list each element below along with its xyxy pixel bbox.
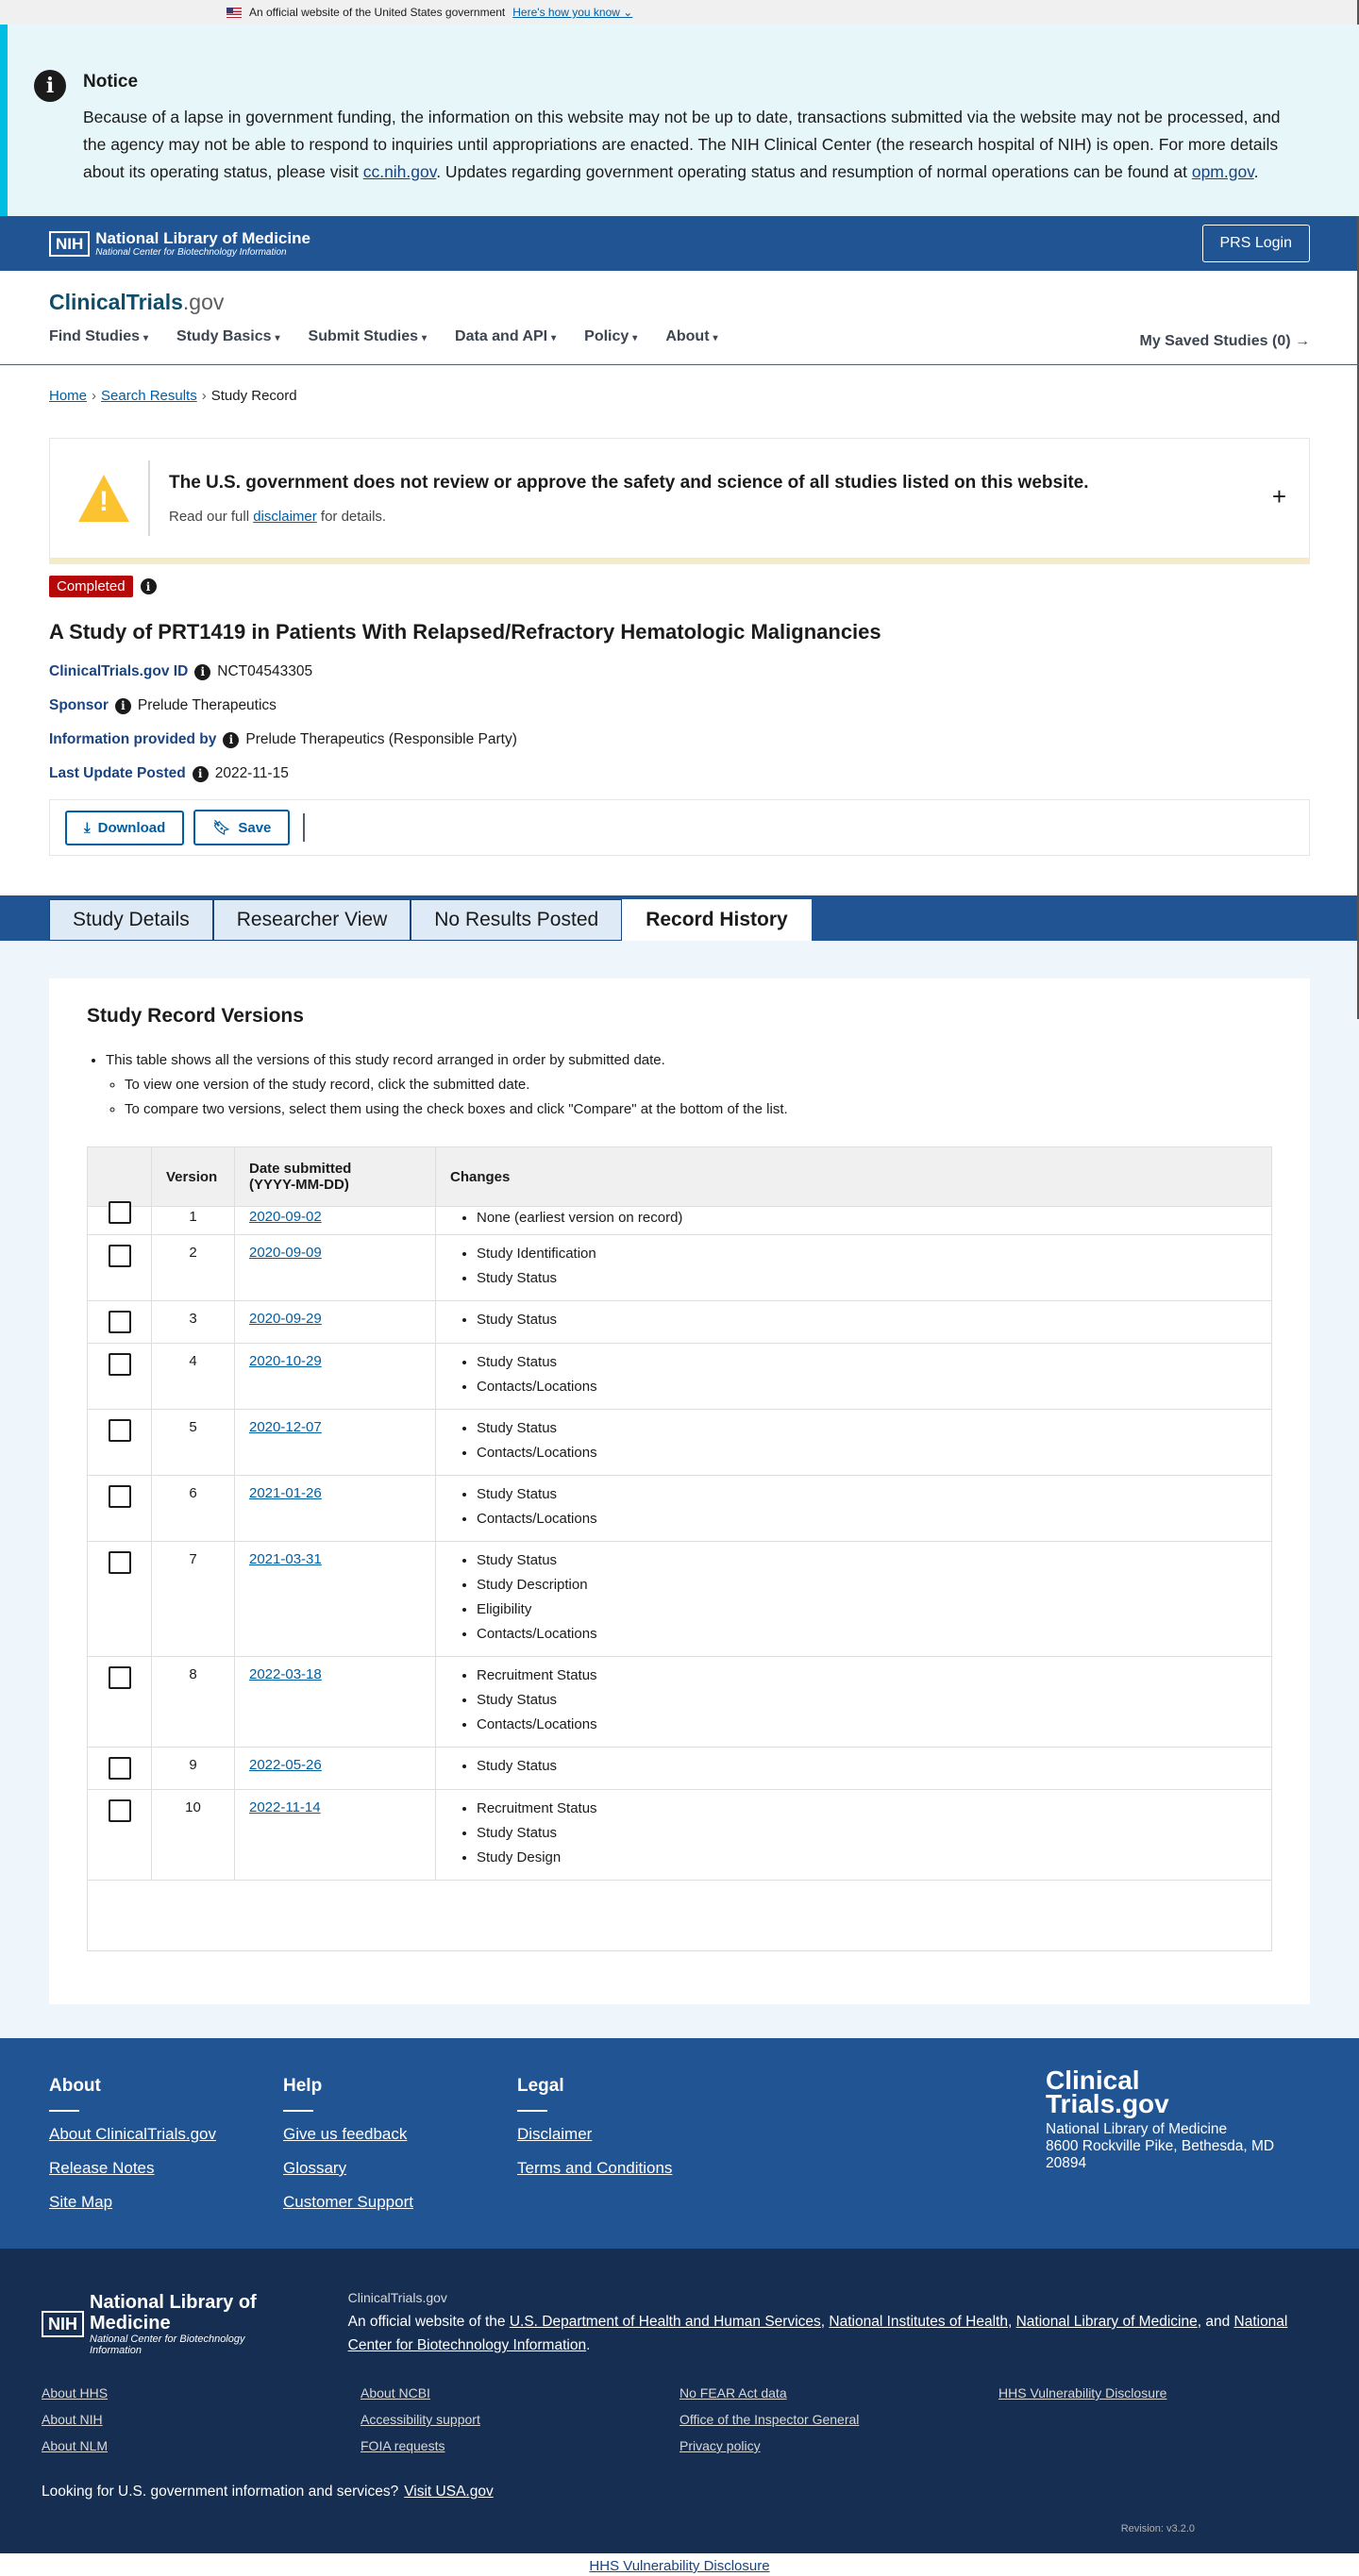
- version-number: 1: [152, 1207, 235, 1234]
- versions-heading: Study Record Versions: [87, 1005, 304, 1027]
- footer-link[interactable]: Office of the Inspector General: [680, 2412, 860, 2427]
- table-row: [88, 1234, 1271, 1300]
- record-history-section: [0, 941, 1359, 2038]
- info-icon[interactable]: i: [193, 766, 209, 782]
- tab-record-history[interactable]: Record History: [622, 899, 812, 941]
- last-update-value: 2022-11-15: [214, 765, 289, 781]
- gov-banner-text: An official website of the United States government: [249, 6, 506, 19]
- ncbi-name: National Center for Biotechnology Information: [95, 246, 287, 258]
- change-item: • Contacts/Locations: [477, 1375, 1257, 1399]
- nlm-link[interactable]: National Library of Medicine: [1015, 2314, 1198, 2330]
- official-site-info: ClinicalTrials.gov An official website of the U.S. Department of Health and Human Services, National Institutes of Health, National Library of Medicine, and National Center for Biotechnology Information.: [347, 2290, 1288, 2353]
- notice-body: Because of a lapse in government funding, the information on this website may not be up to date, transactions submitted via the website may not be processed, and the agency may not be able to respond to inquiries until appropriations are enacted. The NIH Clinical Center (the research hospital of NIH) is open. For more details about its operating status, please visit cc.nih.gov. Updates regarding government operating status and resumption of normal operations can be found at opm.gov.: [83, 108, 1281, 181]
- clinicaltrials-logo[interactable]: ClinicalTrials.gov: [49, 290, 225, 314]
- version-number: 9: [152, 1748, 235, 1789]
- version-date-link[interactable]: 2022-03-18: [249, 1666, 322, 1682]
- footer-link[interactable]: About NIH: [42, 2412, 103, 2427]
- footer-link[interactable]: About NLM: [42, 2438, 109, 2453]
- footer-link[interactable]: Site Map: [49, 2193, 113, 2211]
- warning-icon: !: [78, 475, 129, 522]
- nav-study-basics[interactable]: Study Basics ▾: [176, 328, 280, 344]
- footer-link[interactable]: About NCBI: [361, 2385, 430, 2400]
- info-icon[interactable]: i: [194, 664, 210, 680]
- nlm-footer: [0, 2249, 1359, 2553]
- change-item: • Study Status: [477, 1482, 1257, 1507]
- table-row: [88, 1475, 1271, 1541]
- nih-link[interactable]: National Institutes of Health: [829, 2314, 1008, 2330]
- action-bar: [49, 799, 1310, 856]
- nlm-footer-logo[interactable]: NIH National Library of Medicine National Center for Biotechnology Information: [42, 2292, 288, 2356]
- us-flag-icon: [226, 8, 242, 18]
- how-you-know-link[interactable]: Here's how you know ⌄: [512, 6, 633, 19]
- main-nav: [49, 328, 1310, 345]
- download-icon: ⤓: [84, 819, 91, 836]
- change-item: • Contacts/Locations: [477, 1507, 1257, 1531]
- nih-logo-icon: NIH: [49, 231, 90, 257]
- change-item: • Study Status: [477, 1350, 1257, 1375]
- version-date-link[interactable]: 2021-03-31: [249, 1551, 322, 1567]
- compare-checkbox[interactable]: [109, 1485, 131, 1508]
- change-item: • Recruitment Status: [477, 1664, 1257, 1688]
- compare-checkbox[interactable]: [109, 1666, 131, 1689]
- disclaimer-alert: [49, 438, 1310, 564]
- info-icon[interactable]: i: [223, 732, 239, 748]
- change-item: • Contacts/Locations: [477, 1441, 1257, 1465]
- arrow-right-icon: →: [1295, 333, 1310, 349]
- sponsor-label: Sponsor: [49, 697, 109, 713]
- footer-link[interactable]: FOIA requests: [361, 2438, 445, 2453]
- usa-gov-link[interactable]: Visit USA.gov: [404, 2484, 494, 2500]
- disclaimer-text: Read our full disclaimer for details.: [169, 508, 387, 525]
- version-date-link[interactable]: 2020-09-29: [249, 1311, 322, 1327]
- nlm-name: National Library of Medicine: [95, 228, 310, 247]
- chevron-down-icon: ▾: [275, 333, 280, 343]
- chevron-down-icon: ▾: [422, 333, 428, 343]
- instructions: • This table shows all the versions of this study record arranged in order by submitted date. ◦ To view one version of the study record, click the submitted date. ◦ To compare two versions, select them using the check boxes and click "Compare" at the bottom of the list.: [87, 1048, 1272, 1122]
- change-item: • Study Identification: [477, 1242, 1257, 1266]
- change-item: • Study Status: [477, 1688, 1257, 1713]
- version-date-link[interactable]: 2022-11-14: [249, 1799, 321, 1815]
- version-number: 2: [152, 1235, 235, 1300]
- version-date-link[interactable]: 2020-09-09: [249, 1245, 322, 1261]
- funding-notice: [0, 25, 1359, 216]
- version-date-link[interactable]: 2021-01-26: [249, 1485, 322, 1501]
- footer-link[interactable]: Customer Support: [283, 2193, 413, 2211]
- version-number: 8: [152, 1657, 235, 1747]
- footer-address: National Library of Medicine 8600 Rockville Pike, Bethesda, MD 20894: [1046, 2121, 1275, 2171]
- version-number: 10: [152, 1790, 235, 1880]
- nav-policy[interactable]: Policy ▾: [584, 328, 638, 344]
- ncbi-link[interactable]: National Center for Biotechnology Information: [347, 2314, 1288, 2353]
- table-row: [88, 1343, 1271, 1409]
- change-item: • Study Status: [477, 1548, 1257, 1573]
- saved-studies-link[interactable]: My Saved Studies (0) →: [1139, 333, 1310, 349]
- study-title: A Study of PRT1419 in Patients With Relapsed/Refractory Hematologic Malignancies: [49, 620, 881, 644]
- footer-link[interactable]: Glossary: [283, 2159, 347, 2177]
- chevron-down-icon: ⌄: [623, 6, 633, 19]
- version-date-link[interactable]: 2022-05-26: [249, 1757, 322, 1773]
- change-item: • Contacts/Locations: [477, 1713, 1257, 1737]
- version-number: 3: [152, 1301, 235, 1343]
- footer-link[interactable]: Terms and Conditions: [517, 2159, 673, 2177]
- table-spacer: [88, 1880, 1271, 1950]
- opm-link[interactable]: opm.gov: [1191, 162, 1254, 181]
- nlm-bar: [0, 216, 1359, 271]
- change-item: • Study Status: [477, 1821, 1257, 1846]
- footer-link[interactable]: Accessibility support: [361, 2412, 480, 2427]
- chevron-down-icon: ▾: [713, 333, 718, 343]
- change-item: • Eligibility: [477, 1597, 1257, 1622]
- prs-login-button[interactable]: PRS Login: [1202, 225, 1311, 262]
- change-item: • Study Description: [477, 1573, 1257, 1597]
- nav-about[interactable]: About ▾: [665, 328, 718, 344]
- version-date-link[interactable]: 2020-12-07: [249, 1419, 322, 1435]
- breadcrumb-current: Study Record: [210, 388, 297, 404]
- chevron-down-icon: ▾: [551, 333, 557, 343]
- compare-checkbox[interactable]: [109, 1353, 131, 1376]
- usa-gov-prompt: Looking for U.S. government information and services? Visit USA.gov: [42, 2484, 494, 2500]
- change-item: • Study Status: [477, 1416, 1257, 1441]
- nct-id: NCT04543305: [217, 663, 313, 679]
- footer-link[interactable]: Give us feedback: [283, 2125, 408, 2143]
- hhs-link[interactable]: U.S. Department of Health and Human Services: [509, 2314, 821, 2330]
- footer-legal: Legal Disclaimer Terms and Conditions: [517, 2076, 673, 2177]
- tab-study-details[interactable]: Study Details: [49, 899, 213, 941]
- footer-link[interactable]: About ClinicalTrials.gov: [49, 2125, 216, 2143]
- version-date-link[interactable]: 2020-09-02: [249, 1209, 322, 1225]
- footer-link[interactable]: Release Notes: [49, 2159, 155, 2177]
- versions-table: [87, 1146, 1272, 1951]
- chevron-right-icon: ›: [201, 388, 207, 404]
- divider: [303, 813, 305, 842]
- footer-link[interactable]: HHS Vulnerability Disclosure: [998, 2385, 1167, 2400]
- compare-checkbox[interactable]: [109, 1757, 131, 1780]
- change-item: • Study Status: [477, 1266, 1257, 1291]
- change-item: • None (earliest version on record): [477, 1206, 1257, 1230]
- table-row: [88, 1206, 1271, 1234]
- vulnerability-disclosure-link[interactable]: HHS Vulnerability Disclosure: [589, 2558, 770, 2574]
- table-row: [88, 1789, 1271, 1880]
- breadcrumb-search-results[interactable]: Search Results: [101, 388, 197, 404]
- footer-link[interactable]: Privacy policy: [680, 2438, 761, 2453]
- save-button[interactable]: 🔖︎ Save: [193, 810, 290, 845]
- cc-nih-link[interactable]: cc.nih.gov: [362, 162, 437, 181]
- version-number: 4: [152, 1344, 235, 1409]
- footer: [0, 2038, 1359, 2249]
- site-header: [0, 271, 1359, 365]
- provided-by-value: Prelude Therapeutics (Responsible Party): [245, 731, 517, 747]
- footer-about: About About ClinicalTrials.gov Release Notes Site Map: [49, 2076, 216, 2211]
- notice-title: Notice: [83, 72, 139, 92]
- version-number: 7: [152, 1542, 235, 1656]
- chevron-down-icon: ▾: [143, 333, 149, 343]
- table-row: [88, 1747, 1271, 1789]
- change-item: • Study Status: [477, 1308, 1257, 1332]
- version-date-link[interactable]: 2020-10-29: [249, 1353, 322, 1369]
- chevron-right-icon: ›: [92, 388, 97, 404]
- breadcrumb: [0, 365, 1359, 404]
- footer-link[interactable]: Disclaimer: [517, 2125, 593, 2143]
- footer-links: [42, 2385, 1317, 2465]
- change-item: • Study Status: [477, 1754, 1257, 1779]
- disclaimer-heading: The U.S. government does not review or approve the safety and science of all studies listed on this website.: [169, 472, 1089, 493]
- col-changes: Changes: [450, 1168, 511, 1185]
- table-header: [88, 1147, 1271, 1206]
- table-row: [88, 1656, 1271, 1747]
- change-item: • Study Design: [477, 1846, 1257, 1870]
- last-update-label: Last Update Posted: [49, 765, 186, 781]
- compare-checkbox[interactable]: [109, 1551, 131, 1574]
- col-version: Version: [152, 1147, 235, 1206]
- compare-checkbox[interactable]: [109, 1201, 131, 1224]
- tab-no-results-posted[interactable]: No Results Posted: [411, 899, 622, 941]
- version-number: 6: [152, 1476, 235, 1541]
- info-icon: i: [34, 70, 66, 102]
- compare-checkbox[interactable]: [109, 1311, 131, 1333]
- nav-data-api[interactable]: Data and API ▾: [455, 328, 557, 344]
- compare-checkbox[interactable]: [109, 1245, 131, 1267]
- compare-checkbox[interactable]: [109, 1799, 131, 1822]
- provided-by-label: Information provided by: [49, 731, 217, 747]
- nav-submit-studies[interactable]: Submit Studies ▾: [308, 328, 428, 344]
- version-number: 5: [152, 1410, 235, 1475]
- compare-checkbox[interactable]: [109, 1419, 131, 1442]
- tab-researcher-view[interactable]: Researcher View: [213, 899, 411, 941]
- table-row: [88, 1409, 1271, 1475]
- sponsor-value: Prelude Therapeutics: [137, 697, 277, 713]
- tabs: [0, 895, 1359, 941]
- footer-help: Help Give us feedback Glossary Customer Support: [283, 2076, 413, 2211]
- nlm-logo[interactable]: [49, 230, 310, 258]
- breadcrumb-home[interactable]: Home: [49, 388, 88, 404]
- chevron-down-icon: ▾: [632, 333, 638, 343]
- col-date: Date submitted (YYYY-MM-DD): [235, 1147, 436, 1206]
- id-label: ClinicalTrials.gov ID: [49, 663, 189, 679]
- download-button[interactable]: ⤓ Download: [65, 811, 184, 845]
- table-row: [88, 1300, 1271, 1343]
- disclaimer-link[interactable]: disclaimer: [253, 508, 317, 525]
- footer-brand: [1046, 2068, 1274, 2172]
- change-item: • Contacts/Locations: [477, 1622, 1257, 1647]
- info-icon[interactable]: i: [141, 578, 157, 594]
- footer-link[interactable]: About HHS: [42, 2385, 109, 2400]
- table-row: [88, 1541, 1271, 1656]
- nav-find-studies[interactable]: Find Studies ▾: [49, 328, 149, 344]
- status-badge: Completed: [49, 576, 133, 597]
- study-meta: [0, 644, 1359, 782]
- footer-logo[interactable]: Clinical Trials.gov: [1046, 2066, 1169, 2118]
- nih-logo-icon: NIH: [42, 2311, 84, 2337]
- bookmark-icon: 🔖︎: [212, 820, 231, 836]
- expand-plus-icon[interactable]: +: [1271, 482, 1286, 510]
- info-icon[interactable]: i: [115, 698, 131, 714]
- gov-banner: [0, 0, 1359, 25]
- revision: Revision: v3.2.0: [1120, 2523, 1195, 2534]
- footer-link[interactable]: No FEAR Act data: [680, 2385, 787, 2400]
- change-item: • Recruitment Status: [477, 1797, 1257, 1821]
